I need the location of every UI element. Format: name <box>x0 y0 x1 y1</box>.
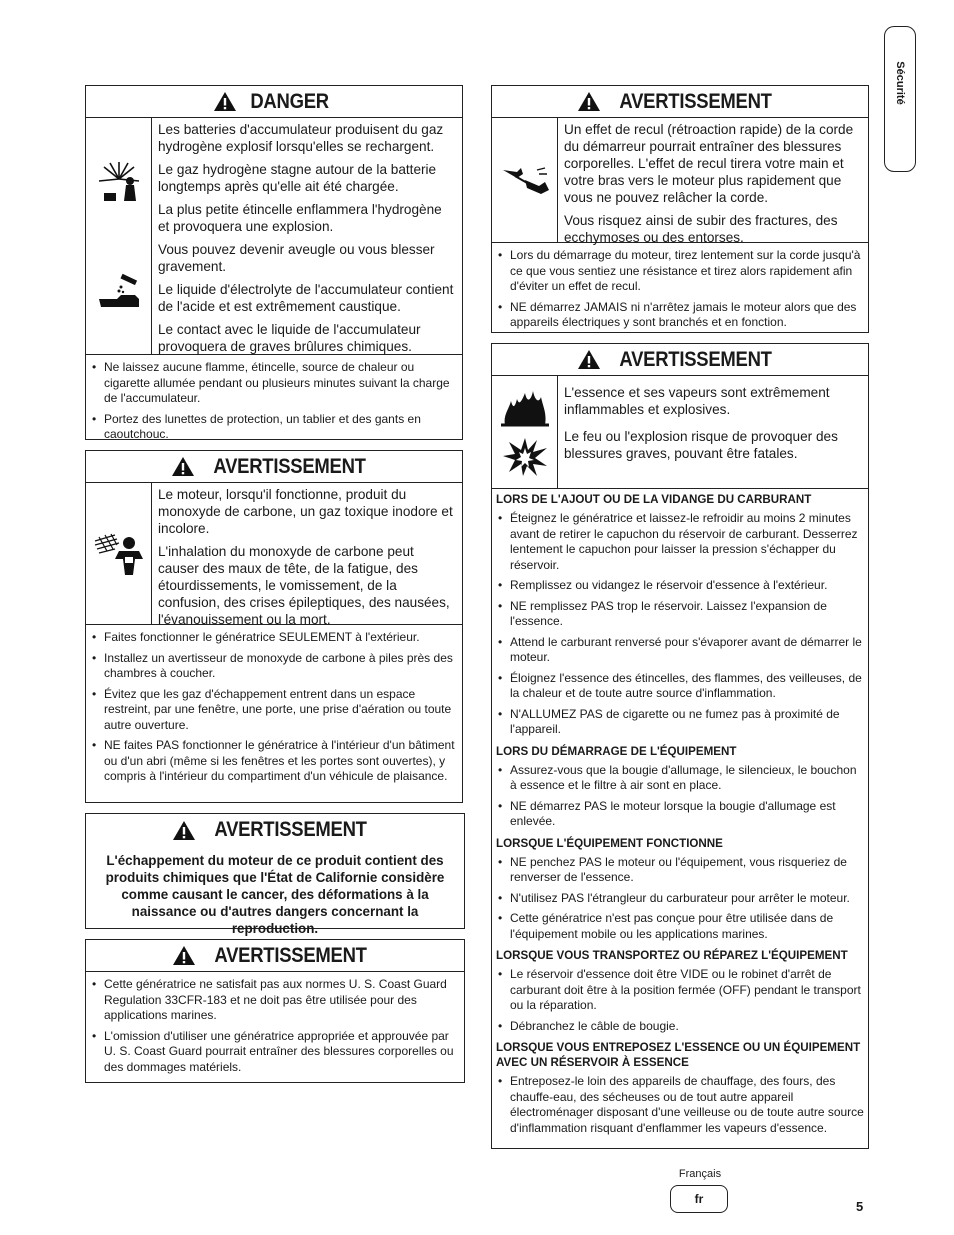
fuel-warning-header <box>492 344 868 376</box>
list-item: • Remplissez ou vidangez le réservoir d'essence à l'extérieur. <box>498 578 864 594</box>
list-item: • N'ALLUMEZ PAS de cigarette ou ne fumez pas à proximité de l'appareil. <box>498 707 864 738</box>
fuel-sections <box>492 489 868 1139</box>
kickback-paragraph: Vous risquez ainsi de subir des fractures, des ecchymoses ou des entorses. <box>564 213 838 245</box>
language-label: Français <box>678 1168 722 1180</box>
warning-triangle-icon <box>172 945 196 966</box>
california-warning-text: L'échappement du moteur de ce produit contient des produits chimiques que l'État de Californie considère comme causant le cancer, des déformations à la naissance ou d'autres dangers concernant la reproduction. <box>105 853 445 936</box>
list-item: • NE penchez PAS le moteur ou l'équipement, vous risqueriez de renverser de l'essence. <box>498 855 864 886</box>
co-icon-column <box>86 483 152 624</box>
marine-warning-box <box>85 939 465 1083</box>
fuel-paragraph: L'essence et ses vapeurs sont extrêmement inflammables et explosives. <box>564 385 830 417</box>
danger-paragraph: Les batteries d'accumulateur produisent du gaz hydrogène explosif lorsqu'elles se rechargent. <box>158 122 444 154</box>
california-warning-box <box>85 813 465 936</box>
section-bullets <box>492 853 868 946</box>
danger-paragraph: Le liquide d'électrolyte de l'accumulateur contient de l'acide et est extrêmement caustique. <box>158 282 454 314</box>
section-bullets <box>492 965 868 1037</box>
list-item: • NE démarrez PAS le moteur lorsque la bougie d'allumage est enlevée. <box>498 799 864 830</box>
section-heading: LORS DU DÉMARRAGE DE L'ÉQUIPEMENT <box>496 744 737 758</box>
california-warning-header <box>86 814 464 846</box>
co-warning-title: AVERTISSEMENT <box>213 454 367 478</box>
danger-paragraph: Le gaz hydrogène stagne autour de la batterie longtemps après qu'elle ait été chargée. <box>158 162 437 194</box>
list-item: • Éteignez le génératrice et laissez-le refroidir au moins 2 minutes avant de retirer le capuchon du réservoir de carburant. Desserrez lentement le capuchon pour laisser la pression s'échapper du réservoir. <box>498 511 864 573</box>
section-heading: LORS DE L'AJOUT OU DE LA VIDANGE DU CARBURANT <box>496 493 812 506</box>
list-item: • NE faites PAS fonctionner le génératrice à l'intérieur d'un bâtiment ou d'un abri (même si les fenêtres et les portes sont ouvertes), y compris à l'intérieur du compartiment d'un véhicule de plaisance. <box>92 738 458 785</box>
kickback-icon <box>499 160 551 200</box>
kickback-warning-text <box>558 118 868 245</box>
list-item: • Attend le carburant renversé pour s'évaporer avant de démarrer le moteur. <box>498 635 864 666</box>
warning-triangle-icon <box>577 349 601 370</box>
list-item: • Cette génératrice ne satisfait pas aux normes U. S. Coast Guard Regulation 33CFR-183 et ne doit pas être utilisée pour des applications marines. <box>92 977 460 1024</box>
kickback-warning-title: AVERTISSEMENT <box>619 89 773 113</box>
warning-triangle-icon <box>171 456 195 477</box>
kickback-bullets <box>492 243 868 336</box>
marine-bullets <box>86 972 464 1080</box>
marine-warning-title: AVERTISSEMENT <box>214 943 368 967</box>
fire-icon <box>501 387 549 427</box>
fuel-warning-text <box>558 376 868 488</box>
language-code: fr <box>694 1192 704 1206</box>
section-bullets <box>492 509 868 741</box>
danger-icon-column <box>86 118 152 354</box>
list-item: • Assurez-vous que la bougie d'allumage, le silencieux, le bouchon à essence et le filtre à air sont en place. <box>498 763 864 794</box>
danger-paragraph: Vous pouvez devenir aveugle ou vous blesser gravement. <box>158 242 435 274</box>
fuel-paragraph: Le feu ou l'explosion risque de provoquer des blessures graves, pouvant être fatales. <box>564 429 838 461</box>
section-heading: LORSQUE L'ÉQUIPEMENT FONCTIONNE <box>496 836 723 850</box>
explosion-icon <box>96 159 142 203</box>
danger-title: DANGER <box>250 89 330 113</box>
danger-bullets <box>86 355 462 448</box>
fuel-icon-column <box>492 376 558 488</box>
acid-burn-icon <box>95 273 143 313</box>
danger-box <box>85 85 463 440</box>
section-tab <box>884 26 916 172</box>
list-item: • Installez un avertisseur de monoxyde de carbone à piles près des chambres à coucher. <box>92 651 458 682</box>
fuel-warning-title: AVERTISSEMENT <box>619 347 773 371</box>
co-warning-text <box>152 483 462 627</box>
co-paragraph: L'inhalation du monoxyde de carbone peut causer des maux de tête, de la fatigue, des étourdissements, le vomissement, de la confusion, des crises épileptiques, des nausées, l'évanouissement ou la mort. <box>158 544 450 627</box>
california-warning-title: AVERTISSEMENT <box>214 818 368 841</box>
marine-warning-header <box>86 940 464 972</box>
toxic-fumes-icon <box>93 531 145 577</box>
co-warning-box <box>85 450 463 803</box>
list-item: • Lors du démarrage du moteur, tirez lentement sur la corde jusqu'à ce que vous sentiez une résistance et tirez alors rapidement afin d'éviter un effet de recul. <box>498 248 864 295</box>
list-item: • Évitez que les gaz d'échappement entrent dans un espace restreint, par une fenêtre, une porte, une prise d'aération ou toute autre ouverture. <box>92 687 458 734</box>
list-item: • NE démarrez JAMAIS ni n'arrêtez jamais le moteur alors que des appareils électriques y sont branchés et en fonction. <box>498 300 864 331</box>
kickback-paragraph: Un effet de recul (rétroaction rapide) de la corde du démarreur pourrait entraîner des blessures corporelles. L'effet de recul tirera votre main et votre bras vers le moteur plus rapidement que vous ne pouvez relâcher la corde. <box>564 122 854 205</box>
warning-triangle-icon <box>577 91 601 112</box>
page-number: 5 <box>856 1199 864 1214</box>
section-heading: LORSQUE VOUS ENTREPOSEZ L'ESSENCE OU UN ÉQUIPEMENT AVEC UN RÉSERVOIR À ESSENCE <box>496 1041 861 1069</box>
list-item: • Faites fonctionner le génératrice SEULEMENT à l'extérieur. <box>92 630 458 646</box>
section-heading: LORSQUE VOUS TRANSPORTEZ OU RÉPAREZ L'ÉQUIPEMENT <box>496 949 848 962</box>
list-item: • Portez des lunettes de protection, un tablier et des gants en caoutchouc. <box>92 412 458 443</box>
list-item: • Entreposez-le loin des appareils de chauffage, des fours, des chauffe-eau, des sécheuses ou de tout autre appareil électroménager disposant d'une veilleuse ou de toute autre source d'inflammation risquant d'enflammer les vapeurs d'essence. <box>498 1074 864 1136</box>
list-item: • NE remplissez PAS trop le réservoir. Laissez l'expansion de l'essence. <box>498 599 864 630</box>
kickback-icon-column <box>492 118 558 242</box>
list-item: • Débranchez le câble de bougie. <box>498 1019 864 1035</box>
danger-header <box>86 86 462 118</box>
danger-paragraph: Le contact avec le liquide de l'accumulateur provoquera de graves brûlures chimiques. <box>158 322 421 354</box>
list-item: • Éloignez l'essence des étincelles, des flammes, des veilleuses, de la chaleur et de toute autre source d'inflammation. <box>498 671 864 702</box>
list-item: • Le réservoir d'essence doit être VIDE ou le robinet d'arrêt de carburant doit être à la position fermée (OFF) pendant le transport ou la réparation. <box>498 967 864 1014</box>
list-item: • Ne laissez aucune flamme, étincelle, source de chaleur ou cigarette allumée pendant ou plusieurs minutes suivant la charge de l'accumulateur. <box>92 360 458 407</box>
fuel-warning-box <box>491 343 869 1149</box>
section-bullets <box>492 1072 868 1139</box>
section-bullets <box>492 761 868 833</box>
list-item: • L'omission d'utiliser une génératrice appropriée et approuvée par U. S. Coast Guard pourrait entraîner des blessures corporelles ou des dommages matériels. <box>92 1029 460 1076</box>
kickback-warning-header <box>492 86 868 118</box>
list-item: • N'utilisez PAS l'étrangleur du carburateur pour arrêter le moteur. <box>498 891 864 907</box>
co-bullets <box>86 625 462 790</box>
section-tab-label: Sécurité <box>894 61 906 105</box>
danger-text <box>152 118 462 354</box>
explosion-burst-icon <box>501 436 549 478</box>
co-warning-header <box>86 451 462 483</box>
language-badge <box>670 1185 728 1213</box>
list-item: • Cette génératrice n'est pas conçue pour être utilisée dans de l'équipement mobile ou les applications marines. <box>498 911 864 942</box>
co-paragraph: Le moteur, lorsqu'il fonctionne, produit du monoxyde de carbone, un gaz toxique inodore et incolore. <box>158 487 453 536</box>
warning-triangle-icon <box>172 820 196 841</box>
warning-triangle-icon <box>213 91 237 112</box>
kickback-warning-box <box>491 85 869 333</box>
danger-paragraph: La plus petite étincelle enflammera l'hydrogène et provoquera une explosion. <box>158 202 442 234</box>
